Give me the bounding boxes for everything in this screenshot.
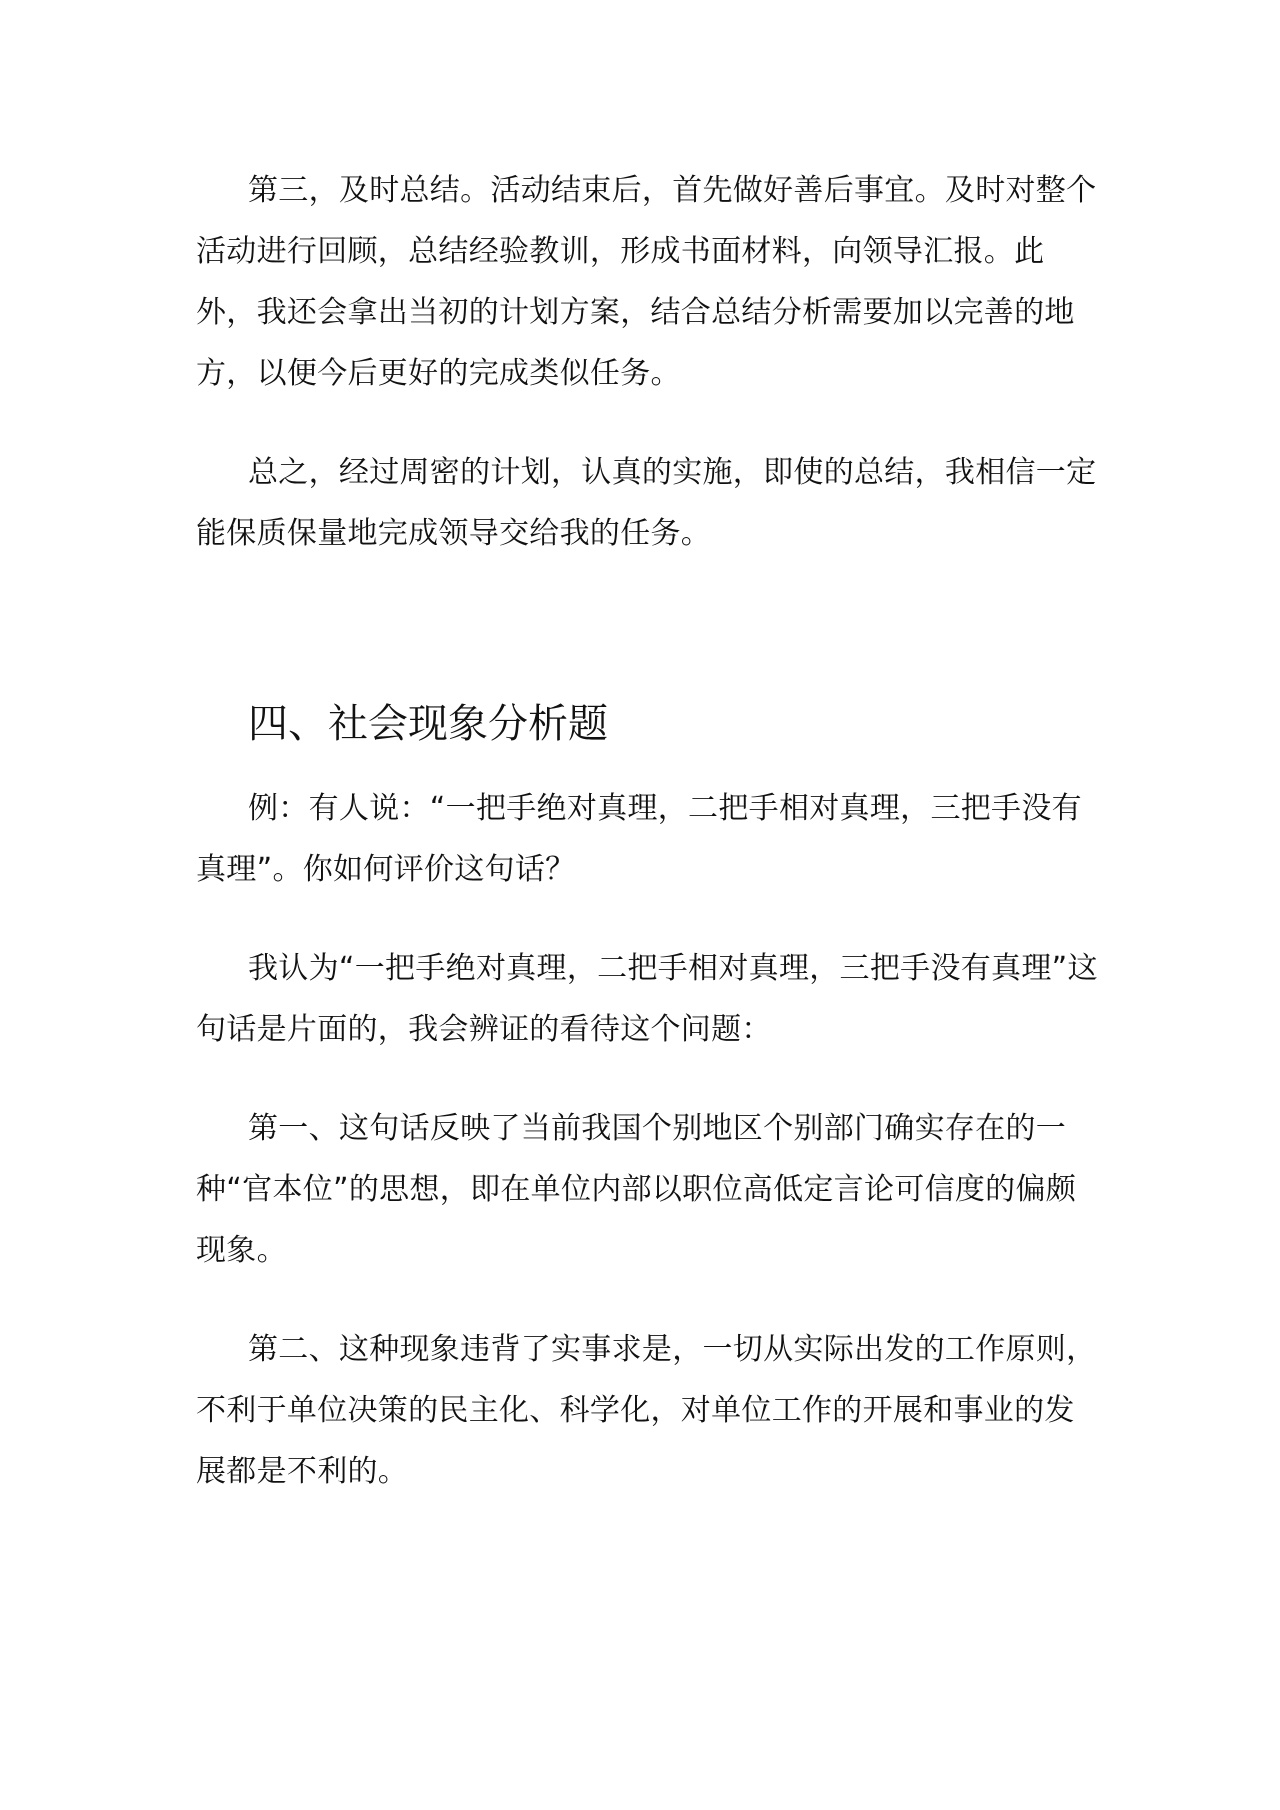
paragraph-point-two: 第二、这种现象违背了实事求是，一切从实际出发的工作原则，不利于单位决策的民主化、科学化，对单位工作的开展和事业的发展都是不利的。 xyxy=(196,1332,1097,1489)
paragraph-summary-third: 第三，及时总结。活动结束后，首先做好善后事宜。及时对整个活动进行回顾，总结经验教训，形成书面材料，向领导汇报。此外，我还会拿出当初的计划方案，结合总结分析需要加以完善的地方，以便今后更好的完成类似任务。 xyxy=(196,173,1097,391)
document-body xyxy=(196,160,1100,1502)
paragraph-opinion: 我认为“一把手绝对真理，二把手相对真理，三把手没有真理”这句话是片面的，我会辨证的看待这个问题： xyxy=(196,951,1098,1047)
paragraph-conclusion: 总之，经过周密的计划，认真的实施，即使的总结，我相信一定能保质保量地完成领导交给我的任务。 xyxy=(196,455,1097,551)
paragraph-example-question: 例：有人说：“一把手绝对真理，二把手相对真理，三把手没有真理”。你如何评价这句话？ xyxy=(196,791,1082,887)
section-heading: 四、社会现象分析题 xyxy=(248,701,608,747)
paragraph-point-one: 第一、这句话反映了当前我国个别地区个别部门确实存在的一种“官本位”的思想，即在单位内部以职位高低定言论可信度的偏颇现象。 xyxy=(196,1111,1077,1268)
